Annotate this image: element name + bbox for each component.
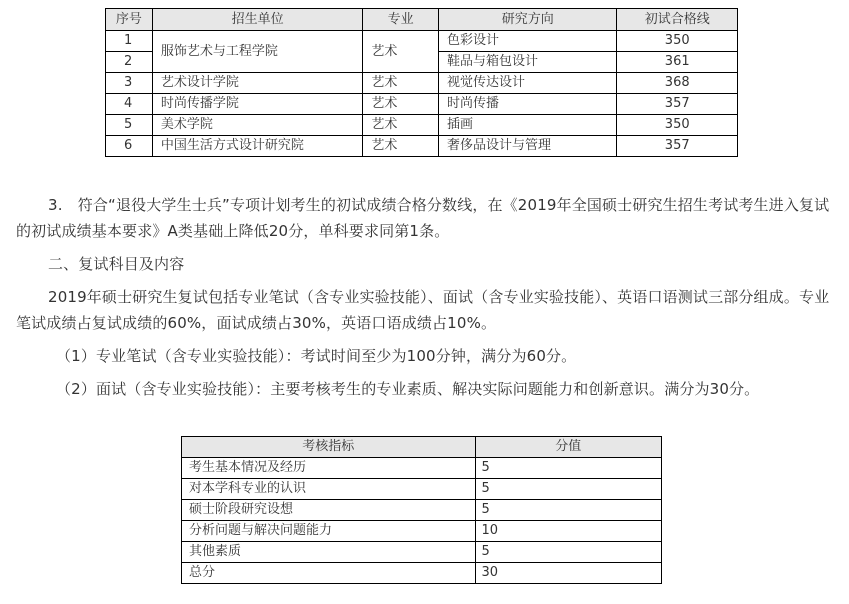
cell-unit: 艺术设计学院	[152, 73, 363, 94]
header-direction: 研究方向	[438, 9, 616, 31]
header-unit: 招生单位	[152, 9, 363, 31]
cell-major: 艺术	[363, 94, 439, 115]
table-row	[106, 31, 738, 52]
table-header-row	[106, 9, 738, 31]
cell-indicator: 对本学科专业的认识	[182, 479, 476, 500]
header-indicator: 考核指标	[182, 437, 476, 458]
cell-unit: 美术学院	[152, 115, 363, 136]
cell-no: 3	[106, 73, 153, 94]
cell-value: 5	[475, 479, 661, 500]
table-row	[106, 94, 738, 115]
cell-indicator: 分析问题与解决问题能力	[182, 521, 476, 542]
cell-value: 5	[475, 500, 661, 521]
header-major: 专业	[363, 9, 439, 31]
cell-major: 艺术	[363, 115, 439, 136]
table-row	[106, 73, 738, 94]
table-row	[182, 458, 662, 479]
cell-score: 350	[617, 31, 738, 52]
cell-major: 艺术	[363, 136, 439, 157]
cell-score: 368	[617, 73, 738, 94]
cell-direction: 时尚传播	[438, 94, 616, 115]
header-score: 初试合格线	[617, 9, 738, 31]
table-row	[106, 115, 738, 136]
cell-value: 30	[475, 563, 661, 584]
cell-value: 10	[475, 521, 661, 542]
cell-unit: 时尚传播学院	[152, 94, 363, 115]
table-row	[182, 521, 662, 542]
section-heading-retest: 二、复试科目及内容	[48, 255, 185, 273]
cell-score: 357	[617, 136, 738, 157]
cell-no: 2	[106, 52, 153, 73]
interview-scoring-table	[181, 436, 662, 584]
cell-indicator: 硕士阶段研究设想	[182, 500, 476, 521]
cell-score: 350	[617, 115, 738, 136]
cell-direction: 鞋品与箱包设计	[438, 52, 616, 73]
cell-no: 1	[106, 31, 153, 52]
table-header-row	[182, 437, 662, 458]
paragraph-written-test: （1）专业笔试（含专业实验技能）：考试时间至少为100分钟，满分为60分。	[56, 347, 577, 365]
header-no: 序号	[106, 9, 153, 31]
cell-major: 艺术	[363, 73, 439, 94]
cell-no: 5	[106, 115, 153, 136]
cell-direction: 插画	[438, 115, 616, 136]
paragraph-interview: （2）面试（含专业实验技能）：主要考核考生的专业素质、解决实际问题能力和创新意识。满分为30分。	[56, 380, 760, 398]
paragraph-retest-composition: 2019年硕士研究生复试包括专业笔试（含专业实验技能）、面试（含专业实验技能）、英语口语测试三部分组成。专业笔试成绩占复试成绩的60%，面试成绩占30%，英语口语成绩占10%。	[16, 288, 830, 332]
cutoff-score-table	[105, 8, 738, 157]
cell-major: 艺术	[363, 31, 439, 73]
table-row	[182, 542, 662, 563]
cell-unit: 服饰艺术与工程学院	[152, 31, 363, 73]
cell-value: 5	[475, 458, 661, 479]
cell-value: 5	[475, 542, 661, 563]
header-value: 分值	[475, 437, 661, 458]
cell-no: 6	[106, 136, 153, 157]
cell-score: 357	[617, 94, 738, 115]
cell-direction: 视觉传达设计	[438, 73, 616, 94]
table-row	[106, 136, 738, 157]
cell-direction: 奢侈品设计与管理	[438, 136, 616, 157]
cell-unit: 中国生活方式设计研究院	[152, 136, 363, 157]
cell-indicator: 其他素质	[182, 542, 476, 563]
cell-no: 4	[106, 94, 153, 115]
table-row	[182, 563, 662, 584]
cell-score: 361	[617, 52, 738, 73]
cell-direction: 色彩设计	[438, 31, 616, 52]
paragraph-veteran-rule: 3. 符合“退役大学生士兵”专项计划考生的初试成绩合格分数线，在《2019年全国硕士研究生招生考试考生进入复试的初试成绩基本要求》A类基础上降低20分，单科要求同第1条。	[16, 196, 830, 240]
cell-indicator: 总分	[182, 563, 476, 584]
table-row	[182, 479, 662, 500]
cell-indicator: 考生基本情况及经历	[182, 458, 476, 479]
table-row	[182, 500, 662, 521]
